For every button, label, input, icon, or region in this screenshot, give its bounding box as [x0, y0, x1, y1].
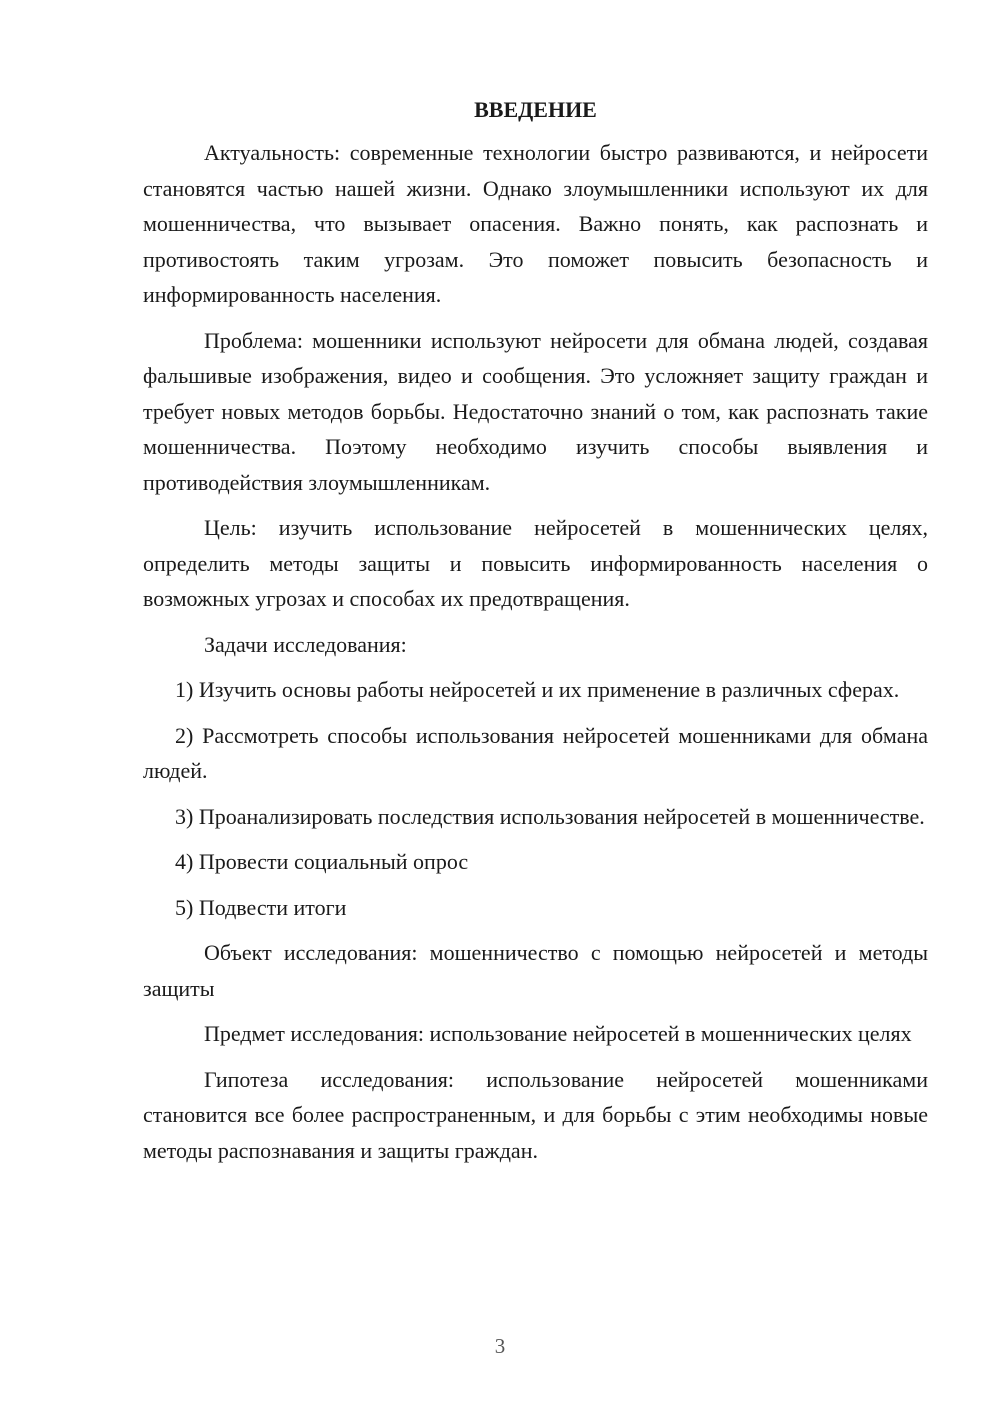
section-title: ВВЕДЕНИЕ: [474, 97, 597, 122]
task-item-3: 3) Проанализировать последствия использования нейросетей в мошенничестве.: [175, 803, 925, 829]
goal-paragraph: Цель: изучить использование нейросетей в мошеннических целях, определить методы защиты и повысить информированность населения о возможных угрозах и способах их предотвращения.: [143, 515, 928, 611]
subject-paragraph: Предмет исследования: использование нейросетей в мошеннических целях: [204, 1021, 912, 1046]
page-content: [143, 92, 928, 1178]
page-number: 3: [494, 1334, 506, 1358]
task-item-2: 2) Рассмотреть способы использования нейросетей мошенниками для обмана людей.: [143, 722, 928, 783]
relevance-paragraph: Актуальность: современные технологии быстро развиваются, и нейросети становятся частью нашей жизни. Однако злоумышленники используют их для мошенничества, что вызывает опасения. Важно понять, как распознать и противостоять таким угрозам. Это поможет повысить безопасность и информированность населения.: [143, 140, 928, 307]
object-paragraph: Объект исследования: мошенничество с помощью нейросетей и методы защиты: [143, 940, 928, 1001]
task-item-1: 1) Изучить основы работы нейросетей и их применение в различных сферах.: [175, 677, 900, 702]
tasks-heading: Задачи исследования:: [204, 631, 407, 657]
hypothesis-paragraph: Гипотеза исследования: использование нейросетей мошенниками становится все более распространенным, и для борьбы с этим необходимы новые методы распознавания и защиты граждан.: [143, 1066, 928, 1163]
problem-paragraph: Проблема: мошенники используют нейросети для обмана людей, создавая фальшивые изображения, видео и сообщения. Это усложняет защиту граждан и требует новых методов борьбы. Недостаточно знаний о том, как распознать такие мошенничества. Поэтому необходимо изучить способы выявления и противодействия злоумышленникам.: [143, 327, 928, 495]
task-item-5: 5) Подвести итоги: [175, 894, 347, 920]
task-item-4: 4) Провести социальный опрос: [175, 849, 469, 874]
